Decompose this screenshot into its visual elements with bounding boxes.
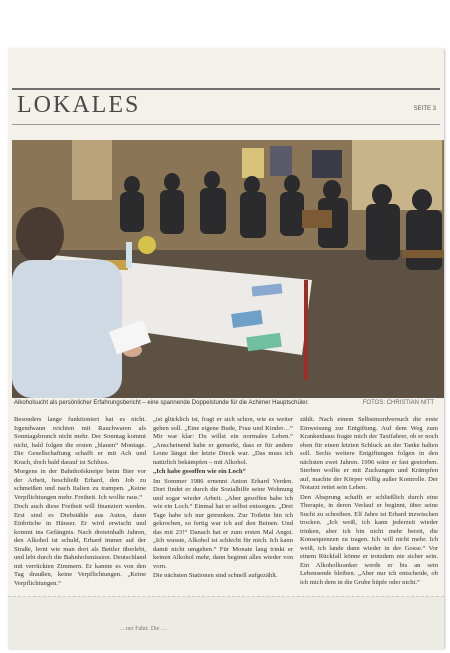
header-rule: [12, 88, 440, 90]
paragraph: Die nächsten Stationen sind schnell aufgezählt.: [153, 572, 278, 579]
poster: [242, 148, 264, 178]
torn-edge: [8, 596, 444, 649]
photo-credit: FOTOS: CHRISTIAN NITT: [362, 400, 434, 406]
caption-text: Alkoholsucht als persönlicher Erfahrungsbericht – eine spannende Doppelstunde für die Achimer Hauptschüler.: [14, 400, 309, 406]
bottle: [126, 242, 132, 268]
paragraph: zählt. Nach einem Selbstmordversuch die erste Einweisung zur Entgiftung. Auf dem Weg zum Krankenhaus fragte mich der Taxifahrer, ob er noch eben für einen letzten Schluck an der Tanke halten soll. Sechs weitere Entgiftungen folgen in den nächsten zwei Jahren. 1996 wäre er fast gestorben. Sterben wollte er mit Zuckungen und Krämpfen auf, machte der Körper völlig außer Kontrolle. Der Notarzt rettet sein Leben.: [300, 416, 438, 491]
page-number: SEITE 3: [413, 106, 436, 112]
sub-rule: [12, 124, 440, 125]
paragraph: Morgens in der Bahnhofskneipe beim Bier vor der Arbeit, beschließt Erhard, den Job zu schmeißen und nach Italien zu trampen. „Keine Verpflichtungen mehr. Freiheit. Ich wollte raus.“: [14, 468, 146, 501]
classroom-photo: [12, 140, 444, 398]
article-column-3: [300, 416, 438, 588]
subheading: „Ich habe gesoffen wie ein Loch“: [153, 468, 246, 475]
paragraph: „ist glücklich ist, fragt er sich schon, wie es weiter gehen soll. „Eine eigene Bude, Frau und Kinder…“ Mir war klar: Du willst ein normales Leben.“ „Anscheinend habe er gemerkt, dass er für andere Leute längst der letzte Dreck war. „Das muss ich natürlich bekämpfen – mit Alkohol.: [153, 416, 293, 466]
paragraph: Im Sommer 1986 ernennt Anton Erhard Verden. Dort findet er durch die Sozialhilfe seine Wohnung und sogar wieder Arbeit. „Aber gesoffen habe ich wie ein Loch.“ Einmal hat er selbst entsorgen. „Drei Tage habe ich nur getrunken. Zur Toilette bin ich gekrochen, so fertig war ich auf den Beinen. Und das mit 23!“ Danach hat er zum ersten Mal Angst. „Ich wusste, Alkohol ist schlecht für mich. Ich kann damit nicht umgehen.“ Für Monate lang trinkt er keinen Alkohol mehr, dann beginnt alles wieder von vorn.: [153, 477, 293, 570]
section-title: LOKALES: [17, 92, 141, 118]
window: [72, 140, 112, 200]
flowers: [138, 236, 156, 254]
poster-3: [312, 150, 342, 178]
photo-illustration: [12, 140, 444, 398]
paragraph: Den Absprung schafft er schließlich durch eine Therapie, in deren Verlauf er beginnt, über seine Sucht zu schreiben. Elf Jahre ist Erhard inzwischen trocken. „Ich weiß, ich kann jederzeit wieder trinken, aber ich bin nicht mehr bereit, die Konsequenzen zu tragen. Ich will nicht mehr. Ich weiß, ich lande dann wieder in der Gosse.“ Vor einem Rückfall könne er trotzdem nie sicher sein. Ein Alkoholkranker werde er bis an sein Lebensende bleiben. „Aber nur ich entscheide, ob ich mich dem in die Grube hüpfe oder nicht.“: [300, 493, 438, 586]
article-column-1: [14, 416, 146, 589]
table-leg: [304, 280, 308, 380]
paragraph: Doch auch diese Freiheit will finanziert werden. Erst sind es Diebstähle aus Autos, dann Einbrüche in Häuser. Er wird erwischt und kommt ins Gefängnis. Nach dreieinhalb Jahren, den Alkohol ist schuld, Erhard immer auf der Straße, lernt wie man dort als Bettler überlebt, und lebt durch die Bahnhofsmission. Deutschland mit verrückten Zimmern. Er kannte es von den Tag draußen, keine Verpflichtungen. „Keine Verpflichtungen.“: [14, 503, 146, 587]
article-column-2: [153, 416, 293, 582]
torn-footer-text: …ner Fahrt. Die …: [120, 626, 167, 632]
poster-2: [270, 146, 292, 176]
photo-caption: [14, 400, 434, 406]
paragraph: Besonders lange funktioniert hat es nicht. Irgendwann reichten mit Rauchwaren als Sonntagsbrunch nicht mehr. Der Sonntag kommt nicht, bald folgen die ersten „blauen“ Montage. Die Gesellschaftung schafft er mit Ach und Krach, doch bald darauf ist Schluss.: [14, 416, 146, 466]
